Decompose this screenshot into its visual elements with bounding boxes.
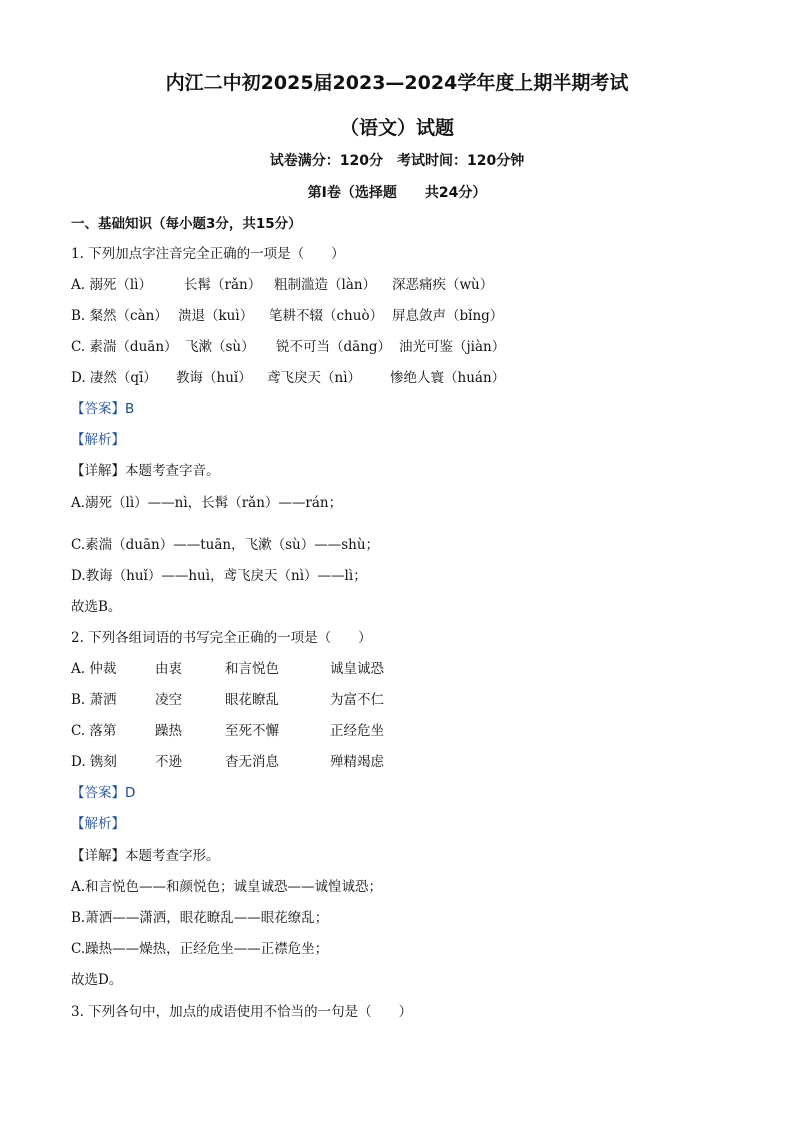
q1-line-a: A.溺死（lì）——nì，长髯（rǎn）——rán； [71,495,343,511]
q1-b-4: 屏息敛声（bǐng） [392,308,504,324]
q1-a-1: A. 溺死（lì） [71,277,152,293]
q2-line-b: B.萧洒——潇洒，眼花瞭乱——眼花缭乱； [71,910,329,926]
q1-line-c: C.素湍（duān）——tuān，飞漱（sù）——shù； [71,537,380,553]
q2-stem: 2. 下列各组词语的书写完全正确的一项是（ ） [71,630,372,646]
q1-analysis: 【解析】 [71,432,125,448]
q2-detail: 【详解】本题考查字形。 [71,848,220,864]
q1-b-3: 笔耕不辍（chuò） [269,308,384,324]
q1-c-2: 飞漱（sù） [185,339,255,355]
q2-line-a: A.和言悦色——和颜悦色；诚皇诚恐——诚惶诚恐； [71,879,383,895]
section-heading: 一、基础知识（每小题3分，共15分） [71,216,302,232]
q1-b-2: 溃退（kuì） [178,308,254,324]
q2-option-a [71,660,731,678]
q2-conclusion: 故选D。 [71,972,123,988]
q2-c-2: 躁热 [155,723,182,739]
q2-b-1: B. 萧洒 [71,692,117,708]
q1-c-1: C. 素湍（duān） [71,339,178,355]
q1-d-1: D. 凄然（qī） [71,370,157,386]
exam-title: 内江二中初2025届2023—2024学年度上期半期考试 [165,72,629,94]
q1-c-3: 锐不可当（dāng） [276,339,392,355]
q2-d-2: 不逊 [155,754,182,770]
q1-c-4: 油光可鉴（jiàn） [399,339,506,355]
q1-option-b [71,307,731,325]
q2-c-3: 至死不懈 [225,723,279,739]
q2-b-3: 眼花瞭乱 [225,692,279,708]
q2-option-c [71,722,731,740]
q1-option-a [71,276,731,294]
q1-detail: 【详解】本题考查字音。 [71,463,220,479]
exam-part: 第Ⅰ卷（选择题 共24分） [307,185,487,201]
q1-conclusion: 故选B。 [71,599,122,615]
q1-line-d: D.教诲（huǐ）——huì，鸢飞戾天（nì）——lì； [71,568,367,584]
exam-meta: 试卷满分：120分 考试时间：120分钟 [269,153,525,169]
q1-answer: 【答案】B [71,401,135,417]
exam-subject: （语文）试题 [339,117,454,139]
q2-b-2: 凌空 [155,692,182,708]
q3-stem: 3. 下列各句中，加点的成语使用不恰当的一句是（ ） [71,1004,413,1020]
q1-option-d [71,369,731,387]
q2-answer: 【答案】D [71,785,136,801]
q1-a-2: 长髯（rǎn） [184,277,262,293]
q2-line-c: C.躁热——燥热，正经危坐——正襟危坐； [71,941,329,957]
q2-d-3: 杳无消息 [225,754,279,770]
q2-a-2: 由衷 [155,661,182,677]
q1-a-4: 深恶痛疾（wù） [392,277,494,293]
q1-d-3: 鸢飞戾天（nì） [267,370,362,386]
q1-option-c [71,338,731,356]
q2-b-4: 为富不仁 [330,692,384,708]
q2-option-d [71,753,731,771]
q1-d-2: 教诲（huǐ） [176,370,252,386]
q1-d-4: 惨绝人寰（huán） [390,370,506,386]
q2-d-1: D. 镌刻 [71,754,117,770]
q2-a-4: 诚皇诚恐 [330,661,384,677]
q2-a-1: A. 仲裁 [71,661,117,677]
q1-a-3: 粗制滥造（làn） [274,277,377,293]
q2-a-3: 和言悦色 [225,661,279,677]
q2-d-4: 殚精竭虑 [330,754,384,770]
q1-b-1: B. 粲然（càn） [71,308,168,324]
q2-option-b [71,691,731,709]
q2-c-4: 正经危坐 [330,723,384,739]
q2-analysis: 【解析】 [71,816,125,832]
q2-c-1: C. 落第 [71,723,117,739]
q1-stem: 1. 下列加点字注音完全正确的一项是（ ） [71,246,345,262]
